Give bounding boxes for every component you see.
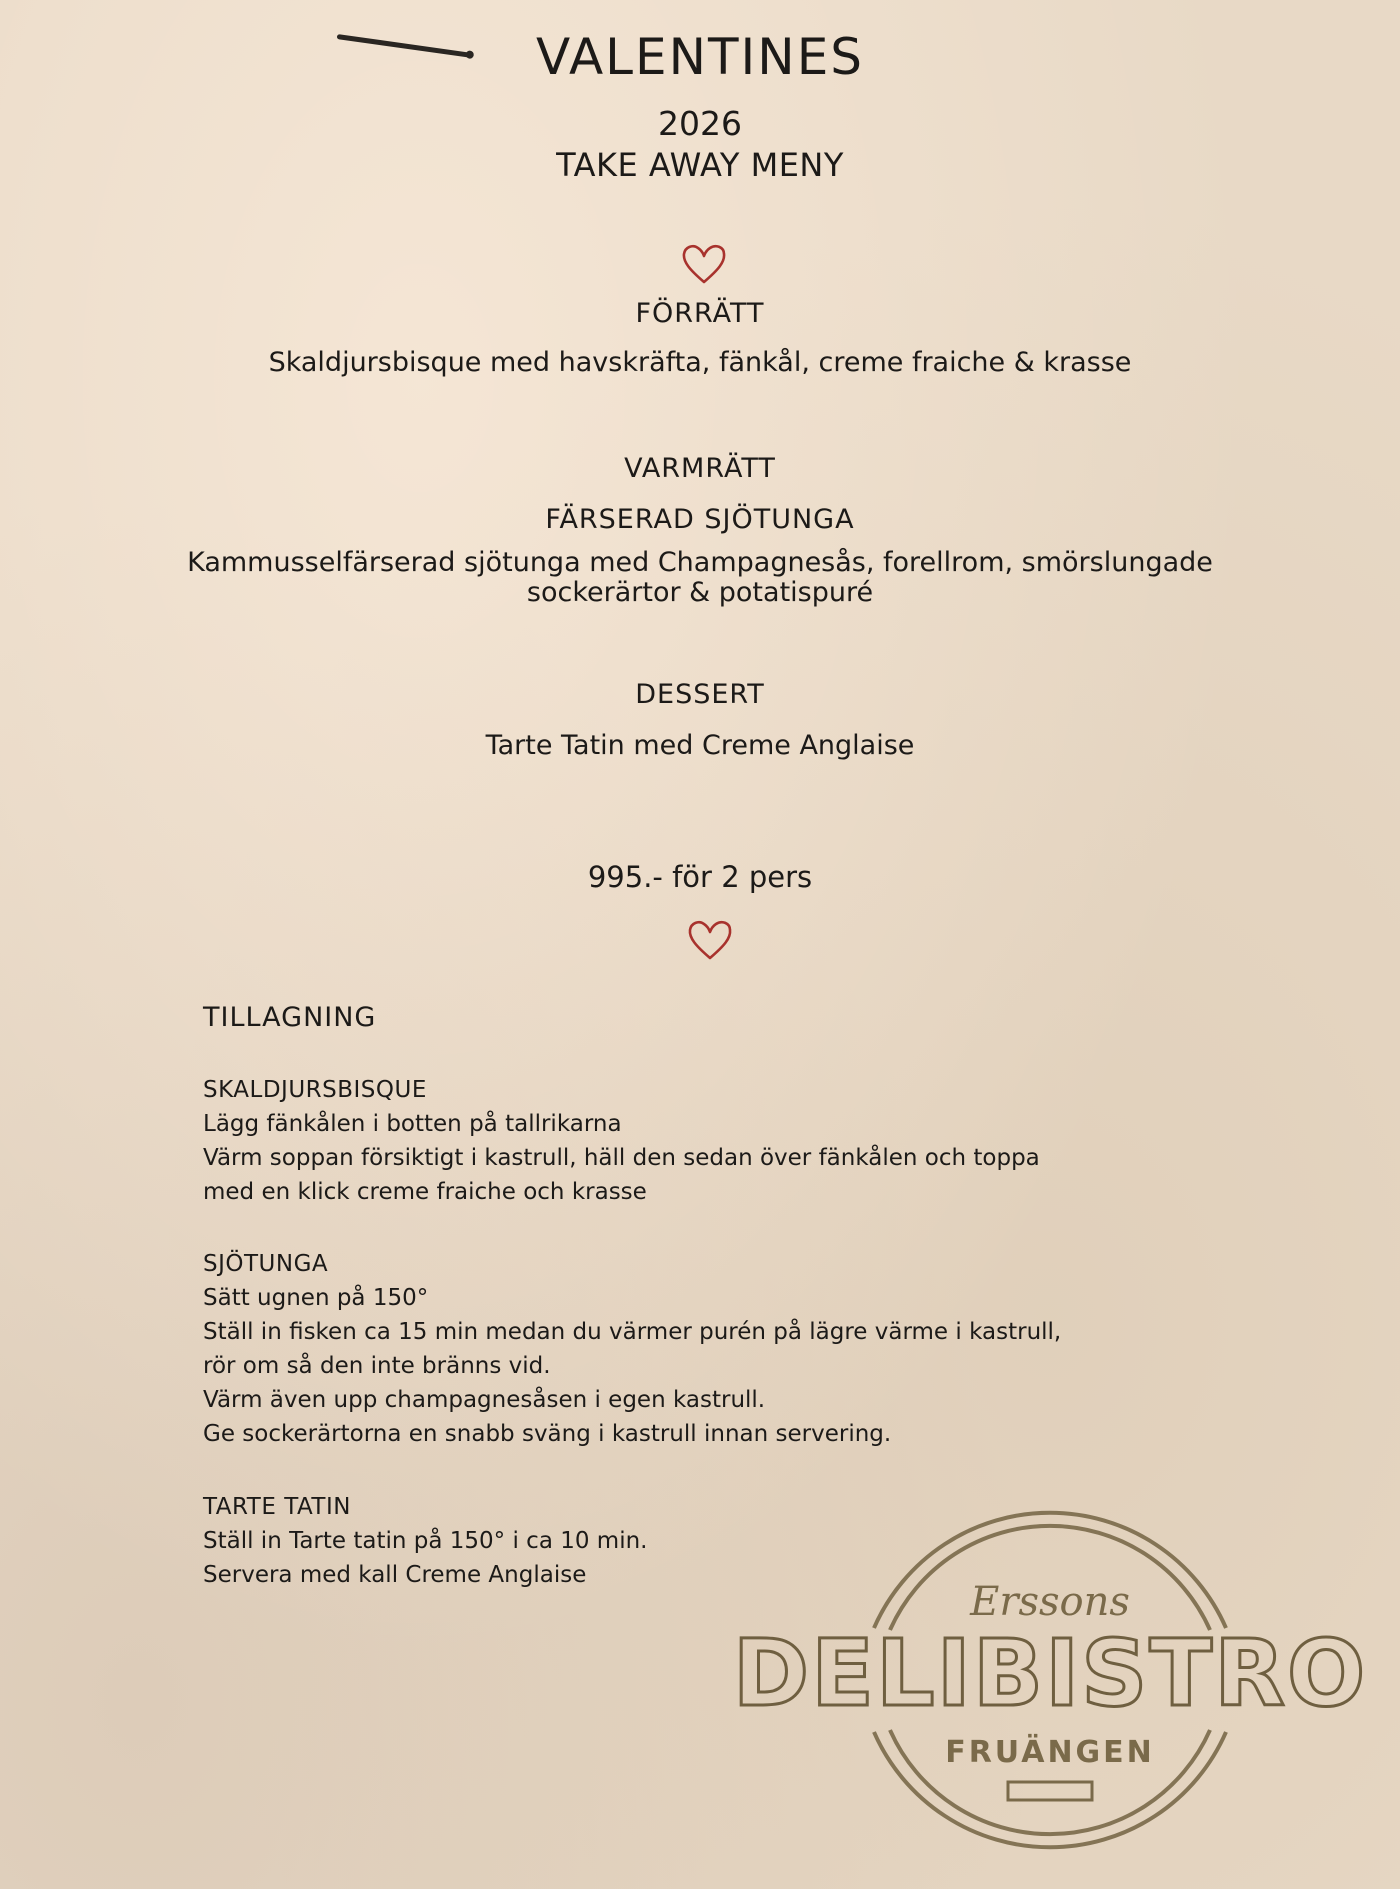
- menu-price: 995.- för 2 pers: [587, 860, 813, 894]
- menu-year: 2026: [658, 104, 742, 143]
- heart-icon: [680, 242, 728, 286]
- delibistro-stamp-logo: [732, 1500, 1368, 1870]
- stamp-location: FRUÄNGEN: [945, 1735, 1155, 1770]
- prep-line: Ställ in Tarte tatin på 150° i ca 10 min.: [203, 1528, 648, 1554]
- main-description-line2: sockerärtor & potatispuré: [526, 577, 874, 608]
- prep-line: Värm även upp champagnesåsen i egen kastrull.: [203, 1387, 766, 1413]
- prep-section-title: SJÖTUNGA: [203, 1251, 329, 1277]
- prep-line: med en klick creme fraiche och krasse: [203, 1179, 647, 1205]
- dessert-heading: DESSERT: [635, 679, 765, 710]
- menu-title: VALENTINES: [535, 28, 865, 86]
- prep-line: Lägg fänkålen i botten på tallrikarna: [203, 1111, 622, 1137]
- starter-description: Skaldjursbisque med havskräfta, fänkål, creme fraiche & krasse: [268, 347, 1132, 378]
- stamp-script: Erssons: [970, 1579, 1130, 1625]
- prep-line: rör om så den inte bränns vid.: [203, 1353, 551, 1379]
- menu-subtitle: TAKE AWAY MENY: [556, 146, 844, 184]
- preparation-heading: TILLAGNING: [203, 1002, 377, 1033]
- main-heading: VARMRÄTT: [624, 453, 776, 484]
- prep-section-bisque: [203, 1073, 1203, 1209]
- prep-line: Servera med kall Creme Anglaise: [203, 1562, 587, 1588]
- starter-heading: FÖRRÄTT: [635, 298, 765, 329]
- dessert-description: Tarte Tatin med Creme Anglaise: [485, 730, 915, 761]
- stamp-brand: DELIBISTRO: [732, 1620, 1368, 1727]
- prep-line: Ge sockerärtorna en snabb sväng i kastrull innan servering.: [203, 1421, 892, 1447]
- prep-section-sole: [203, 1247, 1203, 1451]
- heart-icon: [686, 918, 734, 962]
- prep-section-title: SKALDJURSBISQUE: [203, 1077, 427, 1103]
- main-dish-name: FÄRSERAD SJÖTUNGA: [545, 504, 855, 535]
- prep-line: Ställ in fisken ca 15 min medan du värmer purén på lägre värme i kastrull,: [203, 1319, 1062, 1345]
- prep-line: Värm soppan försiktigt i kastrull, häll den sedan över fänkålen och toppa: [203, 1145, 1040, 1171]
- prep-section-title: TARTE TATIN: [203, 1494, 351, 1520]
- prep-line: Sätt ugnen på 150°: [203, 1285, 429, 1311]
- main-description-line1: Kammusselfärserad sjötunga med Champagnesås, forellrom, smörslungade: [187, 547, 1213, 578]
